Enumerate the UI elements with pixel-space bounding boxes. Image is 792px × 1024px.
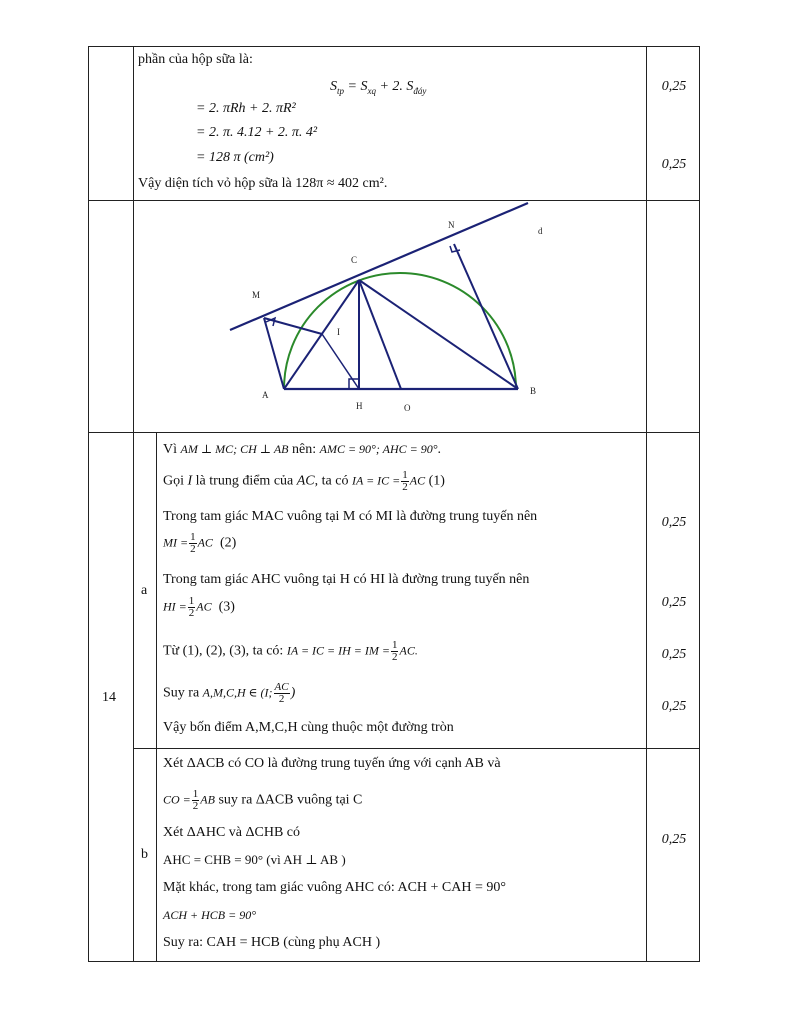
part-a-score-1: 0,25 xyxy=(661,515,687,530)
part-a-score-4: 0,25 xyxy=(661,699,687,714)
part-b-line-6: ACH + HCB = 90° xyxy=(163,908,256,922)
segment-IH xyxy=(322,334,359,389)
row1-score-2: 0,25 xyxy=(661,157,687,172)
part-a-line-2: Gọi I là trung điểm của AC, ta có IA = IC = $\frac{1}{2}$ AC (1) xyxy=(163,469,445,493)
semicircle-arc xyxy=(284,273,516,389)
label-O: O xyxy=(404,403,411,413)
row1-conclusion: Vậy diện tích vỏ hộp sữa là 128π ≈ 402 cm². xyxy=(138,176,388,191)
segment-CO xyxy=(359,280,401,389)
part-b-line-3: Xét ΔAHC và ΔCHB có xyxy=(163,825,300,840)
part-b-line-7: Suy ra: CAH = HCB (cùng phụ ACH ) xyxy=(163,935,381,950)
part-a-line-6: HI = $\frac{1}{2}$ AC (3) xyxy=(163,595,235,619)
part-a-line-5: Trong tam giác AHC vuông tại H có HI là đường trung tuyến nên xyxy=(163,572,530,587)
part-a-line-1: Vì AM ⊥ MC; CH ⊥ AB nên: AMC = 90°; AHC = 90°. xyxy=(163,442,442,457)
part-b-line-2: CO = $\frac{1}{2}$ AB suy ra ΔACB vuông tại C xyxy=(163,788,363,812)
label-C: C xyxy=(351,255,358,265)
part-a-score-2: 0,25 xyxy=(661,595,687,610)
part-a-label: a xyxy=(141,583,148,598)
label-H: H xyxy=(356,401,363,411)
label-A: A xyxy=(262,390,269,400)
label-I: I xyxy=(337,327,340,337)
part-a-line-4: MI = $\frac{1}{2}$ AC (2) xyxy=(163,531,237,555)
part-a-line-8: Suy ra A,M,C,H ∈ (I; $\frac{AC}{2}$ ) xyxy=(163,681,296,705)
part-a-score-3: 0,25 xyxy=(661,647,687,662)
label-N: N xyxy=(448,220,455,230)
segment-MI xyxy=(264,318,322,334)
label-M: M xyxy=(252,290,261,300)
label-d: d xyxy=(538,226,543,236)
part-a-line-9: Vậy bốn điểm A,M,C,H cùng thuộc một đường tròn xyxy=(163,720,454,735)
part-a-line-7: Từ (1), (2), (3), ta có: IA = IC = IH = IM = $\frac{1}{2}$ AC. xyxy=(163,639,418,663)
formula-step-1: = 2. πRh + 2. πR² xyxy=(196,101,296,116)
part-b-line-4: AHC = CHB = 90° (vì AH ⊥ AB ) xyxy=(163,852,346,867)
part-b-score-1: 0,25 xyxy=(661,832,687,847)
question-number: 14 xyxy=(102,690,116,705)
part-a-line-3: Trong tam giác MAC vuông tại M có MI là đường trung tuyến nên xyxy=(163,509,538,524)
segment-AM xyxy=(264,318,284,389)
row1-score-1: 0,25 xyxy=(661,79,687,94)
part-b-line-5: Mặt khác, trong tam giác vuông AHC có: ACH + CAH = 90° xyxy=(163,880,506,895)
row1-intro: phần của hộp sữa là: xyxy=(138,52,253,67)
part-b-line-1: Xét ΔACB có CO là đường trung tuyến ứng với cạnh AB và xyxy=(163,756,501,771)
formula-step-3: = 128 π (cm²) xyxy=(196,150,274,165)
label-B: B xyxy=(530,386,537,396)
part-b-label: b xyxy=(141,847,148,862)
formula-step-2: = 2. π. 4.12 + 2. π. 4² xyxy=(196,125,318,140)
formula-total-area: $S_{tp} = S_{xq} + 2$. $S_{đáy}$ xyxy=(330,79,427,96)
